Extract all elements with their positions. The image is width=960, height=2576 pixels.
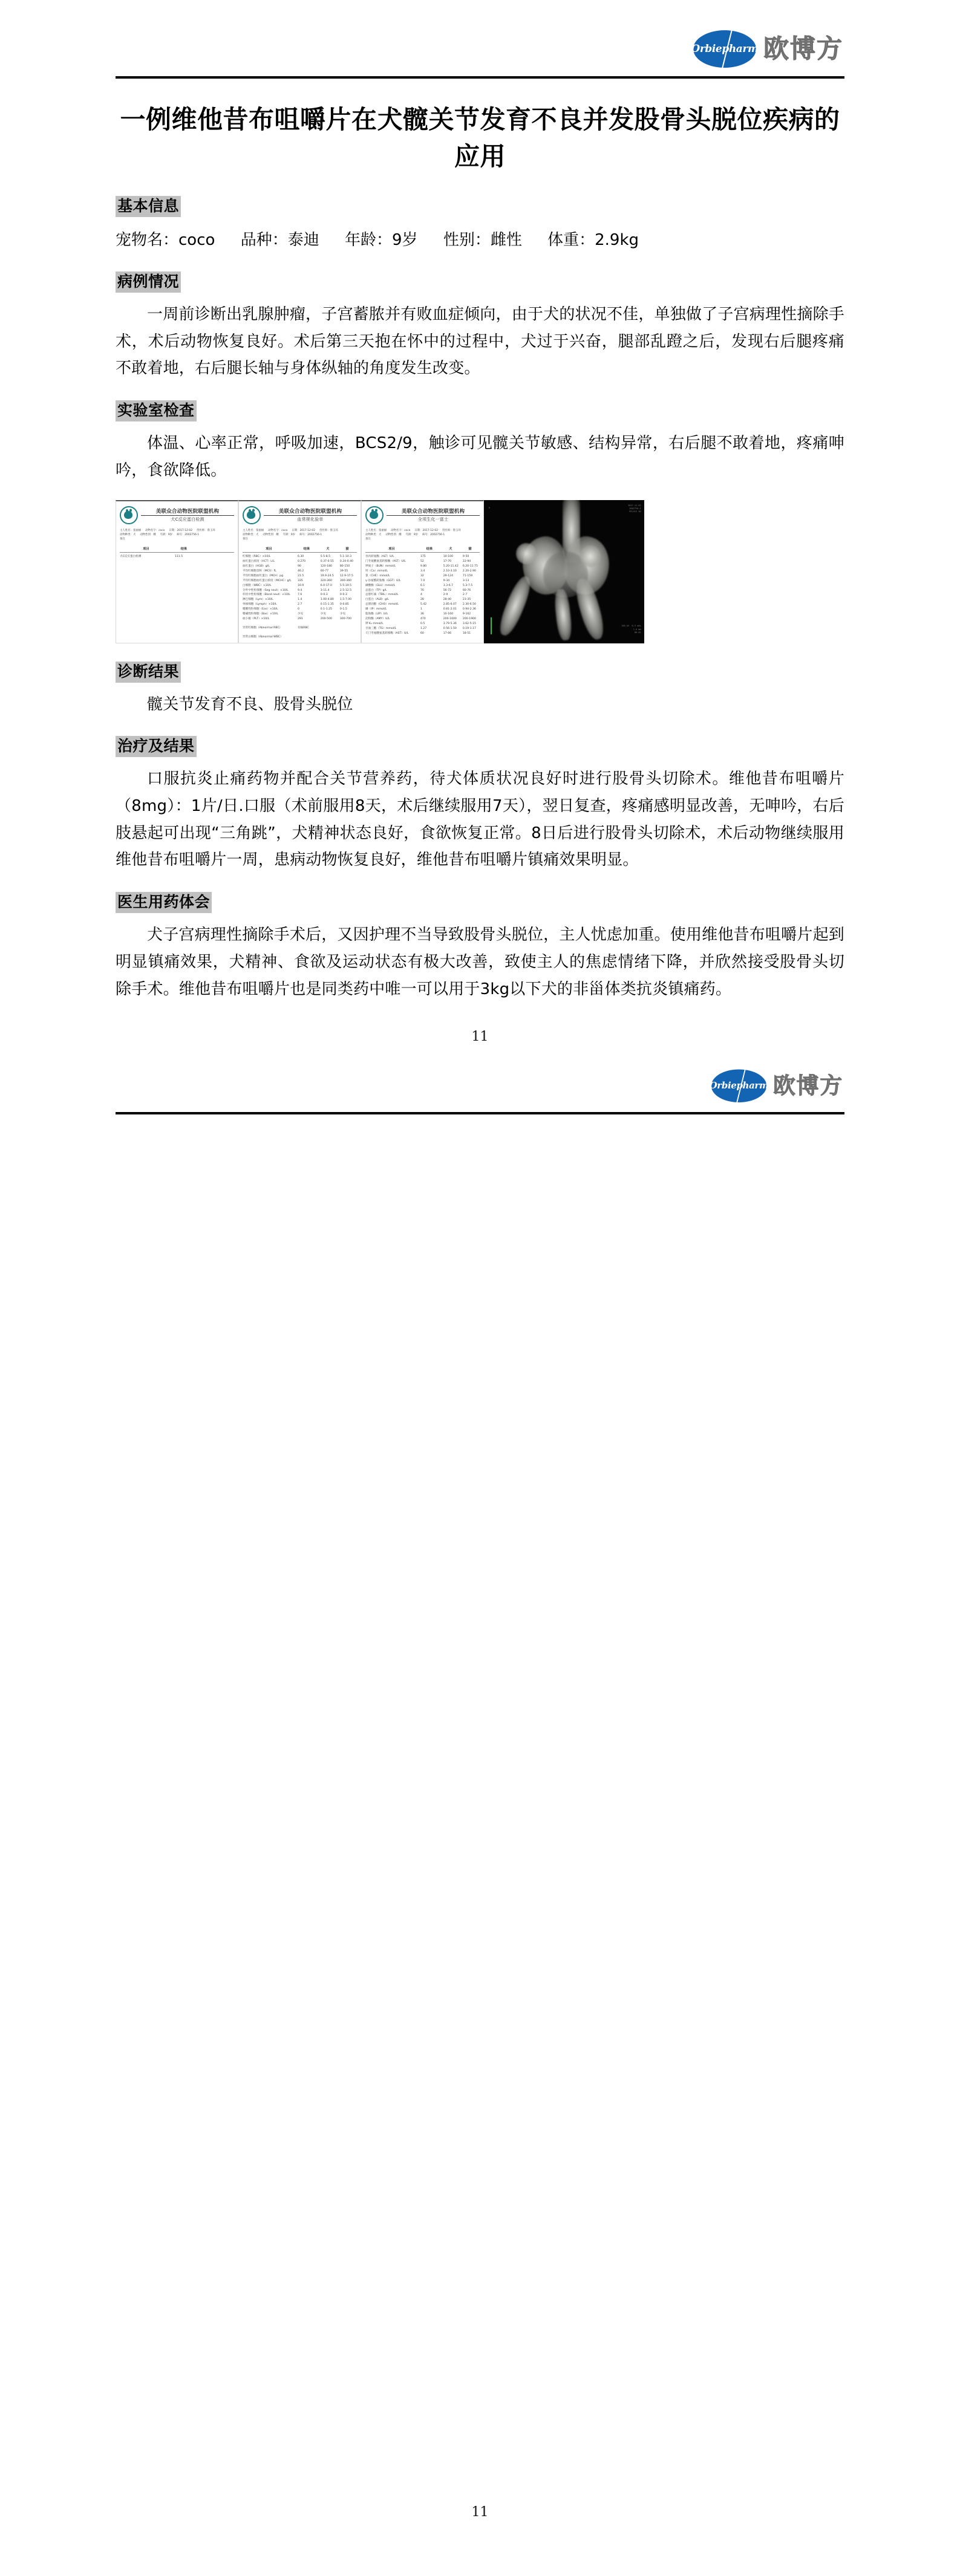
section-heading-treatment: 治疗及结果 — [116, 736, 197, 757]
section-doctor-notes — [116, 892, 844, 913]
paw-clinic-logo-icon — [243, 506, 261, 524]
lab-cell: 血小板（PLT）×10/L — [243, 617, 270, 620]
lab-cell — [295, 622, 321, 626]
xray-femur-right — [572, 576, 607, 642]
lab-report-image — [238, 500, 361, 643]
lab-report-header — [243, 506, 357, 524]
table-row — [243, 597, 357, 602]
lab-cell: 异常红细胞（Abnormal RBC） — [243, 626, 282, 629]
lab-cell: 白蛋白（ALB）g/L — [365, 598, 389, 602]
lab-cell: 嗜酸性粒细胞（Eos）×10/L — [243, 608, 278, 611]
lab-cell: 5.5-19.5 — [339, 584, 352, 587]
diagnosis-body: 髋关节发育不良、股骨头脱位 — [147, 695, 353, 714]
lab-cell: 脂肪酶（LIP）U/L — [365, 613, 388, 616]
lab-cell — [243, 622, 295, 626]
lab-cell: 120-180 — [320, 565, 332, 568]
xray-overlay-top-right: 2017-12-02 2002756-1 PELVIS VD — [628, 504, 641, 513]
lab-cell: 1 — [420, 608, 422, 611]
lab-cell: 1.5-7.00 — [339, 598, 352, 602]
lab-cell — [340, 635, 359, 640]
paw-clinic-logo-icon — [365, 506, 384, 524]
lab-cell: 9.80 — [420, 565, 427, 568]
lab-cell: 3.79-5.36 — [443, 622, 457, 625]
lab-cell: 红细胞（RBC）×10/L — [243, 555, 271, 559]
lab-col-cat — [215, 547, 234, 551]
lab-report-image-strip — [116, 500, 844, 643]
lab-cell: 18-51 — [462, 631, 471, 635]
lab-meta-cell: 病号：2002756-1 — [177, 533, 200, 536]
lab-cell: 0-0.3 — [320, 593, 328, 597]
lab-cell: 总胆红素（TBIL）mmol/L — [365, 593, 399, 597]
lab-cell: 血红蛋白浓度（HCT）L/L — [243, 560, 275, 564]
table-row — [365, 622, 480, 626]
lab-meta-cell: 备注 — [120, 538, 125, 541]
lab-cell: 0.24-0.40 — [339, 560, 353, 564]
lab-cell: 少见 — [320, 613, 326, 616]
table-row — [243, 584, 357, 588]
lab-cell: 白细胞（WBC）×10/L — [243, 584, 272, 587]
lab-cell: 1.00-4.80 — [320, 598, 334, 602]
xray-overlay-bottom-right: 100 kV 6.3 mAs 1.0 mm DR-01 — [621, 625, 641, 634]
lab-cell: 23-35 — [462, 598, 471, 602]
table-row — [243, 626, 357, 631]
lab-cell: 平均红细胞容积（MCV）fL — [243, 570, 276, 573]
lab-cell: 少见 — [339, 613, 346, 616]
lab-table-header — [120, 547, 234, 553]
lab-cell: 嗜碱性粒细胞（Bas）×10/L — [243, 613, 278, 616]
lab-cell: 5.1-10.3 — [339, 555, 352, 559]
lab-cell: 80-150 — [339, 565, 350, 568]
age-label: 年龄： — [344, 230, 392, 249]
lab-cell: 0.56-1.50 — [443, 626, 457, 630]
lab-cell: 29-124 — [443, 574, 454, 577]
lab-report-subtitle: 全项生化一富士 — [417, 517, 449, 522]
section-heading-lab-exam: 实验室检查 — [116, 400, 197, 421]
weight-value: 2.9kg — [595, 230, 639, 249]
lab-meta-cell: 病号：2002756-1 — [422, 533, 445, 536]
lab-meta-cell: 备注 — [243, 538, 248, 541]
table-row — [365, 593, 480, 597]
lab-cell: 90 — [297, 565, 301, 568]
lab-cell: 6.0-17.0 — [320, 584, 332, 587]
lab-cell: 28 — [420, 598, 424, 602]
lab-report-meta — [120, 529, 234, 542]
brand-logo-footer — [711, 1070, 843, 1103]
lab-cell: 200-500 — [320, 617, 332, 620]
lab-col-result: 结果 — [426, 547, 433, 551]
lab-cell: 320-360 — [320, 579, 332, 582]
lab-cell: 2-7 — [462, 593, 468, 597]
lab-cell — [321, 635, 340, 640]
lab-cell: 甘油三酯（TG）mmol/L — [365, 626, 397, 630]
lab-cell: 钾 K₂ mmol/L — [365, 622, 384, 625]
lab-cell — [295, 635, 321, 640]
lab-cell: 总蛋白（TP）g/L — [365, 588, 387, 592]
lab-cell: 犬C反应蛋白检测 — [120, 555, 142, 559]
xray-scale-marker-icon — [491, 617, 492, 634]
table-row — [243, 602, 357, 607]
table-row — [243, 564, 357, 569]
lab-cell: 门冬氨酸氨基转移酶（AST）U/L — [365, 560, 406, 564]
lab-cell: 16.9 — [297, 584, 304, 587]
section-lab-exam — [116, 400, 844, 421]
table-row — [243, 635, 357, 640]
lab-cell: 175 — [420, 555, 426, 559]
table-row — [365, 626, 480, 631]
xray-overlay-top-left: R — [488, 507, 491, 510]
lab-report-titleblock — [264, 506, 357, 523]
lab-cell: 300-360 — [339, 579, 352, 582]
lab-meta-cell: 日期：2017-12-02 — [169, 529, 192, 532]
lab-meta-cell: 动物名字：coco — [145, 529, 165, 532]
lab-cell: 111.5 — [174, 555, 183, 559]
lab-report-titleblock — [141, 506, 234, 523]
lab-meta-cell: 主人姓名：张丽丽 — [243, 529, 264, 532]
table-row — [365, 559, 480, 564]
section-heading-basic-info: 基本信息 — [116, 196, 181, 217]
treatment-body: 口服抗炎止痛药物并配合关节营养药，待犬体质状况良好时进行股骨头切除术。维他昔布咀嚼片（8mg）：1片/日.口服（术前服用8天，术后继续服用7天），翌日复查，疼痛感明显改善，无呻吟，右后肢悬起可出现“三角跳”，犬精神状态良好，食欲恢复正常。8日后进行股骨头切除术，术后动物继续服用维他昔布咀嚼片一周，患病动物恢复良好，维他昔布咀嚼片镇痛效果明显。 — [116, 770, 844, 870]
lab-col-cat: 猫 — [345, 547, 349, 551]
lab-meta-cell: 年龄：9岁 — [160, 533, 173, 536]
table-row — [365, 564, 480, 569]
lab-report-image — [361, 500, 484, 643]
lab-cell: 0-0.3 — [339, 593, 347, 597]
lab-cell: 0.15-1.35 — [320, 603, 334, 607]
basic-info-line — [116, 227, 844, 253]
lab-meta-cell: 备注 — [365, 538, 371, 541]
lab-cell: 5.42 — [420, 603, 427, 607]
lab-cell: 200-1900 — [462, 617, 476, 620]
lab-report-header — [365, 506, 480, 524]
bottom-page-number: 11 — [471, 2505, 489, 2520]
lab-cell: 血红蛋白（HGB）g/L — [243, 565, 270, 568]
orbiepharm-logo-icon — [711, 1070, 767, 1103]
paw-clinic-logo-icon — [120, 506, 138, 524]
table-row — [365, 602, 480, 607]
lab-cell: 52 — [420, 560, 424, 564]
table-row — [365, 569, 480, 574]
lab-cell: 氯（CHE）mmol/L — [365, 574, 390, 577]
section-heading-diagnosis: 诊断结果 — [116, 662, 181, 683]
xray-femoral-head-right — [580, 545, 601, 567]
section-heading-case-history: 病例情况 — [116, 272, 181, 293]
lab-meta-cell: 动物种类：犬 — [243, 533, 259, 536]
lab-cell: 3.62-5.15 — [462, 622, 476, 625]
case-history-body: 一周前诊断出乳腺肿瘤，子宫蓄脓并有败血症倾向，由于犬的状况不佳，单独做了子宫病理性摘除手术，术后动物恢复良好。术后第三天抱在怀中的过程中，犬过于兴奋，腿部乱蹬之后，发现右后腿疼痛不敢着地，右后腿长轴与身体纵轴的角度发生改变。 — [116, 305, 844, 378]
lab-table-header — [243, 547, 357, 553]
lab-cell: 3.4 — [420, 570, 425, 573]
lab-org-name: 美联众合动物医院联盟机构 — [264, 507, 357, 516]
lab-table-header — [365, 547, 480, 553]
lab-cell: 平均红细胞血红蛋白（MCH）pg — [243, 574, 283, 577]
lab-cell: 淋巴细胞（Lym）×10/L — [243, 598, 273, 602]
lab-cell: 291 — [297, 617, 303, 620]
lab-cell: 磷（IP）mmol/L — [365, 608, 387, 611]
lab-meta-cell: 动物名字：coco — [391, 529, 411, 532]
breed-label: 品种： — [240, 230, 288, 249]
lab-cell: 淀粉酶（AMY）U/L — [365, 617, 390, 620]
logo-wordmark: Orbiepharm — [691, 43, 759, 55]
lab-cell: 300-700 — [339, 617, 352, 620]
lab-cell: 0.19-1.17 — [462, 626, 476, 630]
table-row — [365, 588, 480, 593]
table-row — [243, 569, 357, 574]
lab-meta-cell: 兽医师：鲁玉环 — [442, 529, 461, 532]
lab-cell: 2.85-6.07 — [443, 603, 457, 607]
page-header — [116, 0, 844, 79]
lab-cell: 7.6 — [297, 593, 302, 597]
lab-meta-cell: 病号：2002756-1 — [299, 533, 322, 536]
lab-report-image — [116, 500, 238, 643]
lab-cell: 9-162 — [462, 613, 471, 616]
lab-meta-cell: 兽医师：鲁玉环 — [197, 529, 215, 532]
lab-cell: 470 — [420, 617, 426, 620]
lab-cell: 谷丙转氨酶（ALT）U/L — [365, 555, 394, 559]
lab-org-name: 美联众合动物医院联盟机构 — [141, 507, 234, 516]
table-row — [243, 588, 357, 593]
lab-report-subtitle: 血常规化验单 — [297, 517, 324, 522]
lab-meta-cell: 兽医师：鲁玉环 — [319, 529, 338, 532]
lab-col-cat: 猫 — [468, 547, 472, 551]
lab-cell: 钾离子（BUN）mmol/L — [365, 565, 396, 568]
lab-cell: 12.9-17.5 — [339, 574, 353, 577]
lab-col-dog: 犬 — [326, 547, 330, 551]
lab-cell: 60-77 — [320, 570, 329, 573]
lab-table-body — [365, 555, 480, 636]
sex-value: 雌性 — [490, 230, 522, 249]
lab-col-dog — [195, 547, 215, 551]
lab-meta-cell: 动物性别：雌 — [263, 533, 279, 536]
lab-report-meta — [243, 529, 357, 542]
lab-cell: 60 — [420, 631, 424, 635]
lab-meta-cell: 主人姓名：张丽丽 — [365, 529, 387, 532]
table-row — [243, 622, 357, 626]
table-row — [243, 555, 357, 559]
lab-meta-cell: 动物名字：coco — [268, 529, 288, 532]
age-value: 9岁 — [392, 230, 418, 249]
lab-cell: 2.5-12.5 — [339, 588, 352, 592]
lab-cell: 6.20-11.75 — [462, 565, 478, 568]
breed-value: 泰迪 — [287, 230, 319, 249]
lab-cell: 钙（Ca）mmol/L — [365, 570, 388, 573]
table-row — [243, 631, 357, 635]
lab-cell — [243, 631, 295, 635]
lab-report-subtitle: 犬C反应蛋白检测 — [171, 517, 204, 522]
lab-cell — [321, 626, 340, 631]
xray-radiograph-image — [484, 500, 644, 643]
lab-meta-cell: 年龄：9岁 — [405, 533, 419, 536]
pet-name-value: coco — [178, 230, 215, 249]
lab-cell: 9.4 — [297, 588, 302, 592]
table-row — [243, 579, 357, 584]
table-row — [243, 617, 357, 622]
lab-cell: 有核RBC — [297, 626, 309, 629]
table-row — [365, 607, 480, 612]
lab-report-header — [120, 506, 234, 524]
lab-cell: 9-50 — [462, 555, 469, 559]
section-diagnosis — [116, 662, 844, 683]
lab-meta-cell: 年龄：9岁 — [282, 533, 296, 536]
lab-meta-cell: 动物性别：雌 — [140, 533, 156, 536]
lab-cell: 46.2 — [297, 570, 304, 573]
table-row — [243, 559, 357, 564]
lab-cell: 2.20-2.90 — [462, 570, 476, 573]
lab-cell — [321, 622, 340, 626]
logo-chinese-name: 欧博方 — [772, 1073, 843, 1099]
lab-cell: 71-159 — [462, 574, 473, 577]
lab-org-name: 美联众合动物医院联盟机构 — [387, 507, 480, 516]
lab-cell — [340, 622, 359, 626]
lab-meta-cell: 动物性别：雌 — [385, 533, 402, 536]
lab-table-body — [120, 555, 234, 559]
section-case-history — [116, 272, 844, 293]
lab-cell — [340, 631, 359, 635]
lab-cell: 17-66 — [443, 631, 452, 635]
lab-cell: 10-100 — [443, 555, 454, 559]
lab-cell: 0 — [297, 608, 299, 611]
table-row — [243, 612, 357, 617]
lab-cell: 2.30-6.50 — [462, 603, 476, 607]
lab-meta-cell: 主人姓名：张丽丽 — [120, 529, 142, 532]
lab-cell — [198, 555, 217, 559]
lab-cell — [217, 555, 237, 559]
lab-meta-cell: 动物种类：犬 — [365, 533, 382, 536]
lab-cell — [321, 631, 340, 635]
lab-cell: 17-70 — [443, 560, 452, 564]
lab-cell: 少见 — [297, 613, 304, 616]
lab-cell: 9-34 — [443, 579, 450, 582]
section-basic-info — [116, 196, 844, 217]
lab-cell: 0.94-2.36 — [462, 608, 476, 611]
lab-cell: 56-72 — [443, 588, 452, 592]
lab-cell: 分叶中性粒细胞（Seg neut）×10/L — [243, 588, 289, 592]
lab-cell: 32 — [420, 574, 424, 577]
table-row — [243, 574, 357, 579]
lab-meta-cell: 动物种类：犬 — [120, 533, 136, 536]
lab-cell: 2.10-3.10 — [443, 570, 457, 573]
lab-cell: 36 — [420, 613, 424, 616]
logo-chinese-name: 欧博方 — [763, 34, 843, 63]
page-footer — [116, 1044, 844, 1114]
table-row — [365, 579, 480, 584]
lab-cell: γ-谷氨酰转肽酶（GGT）U/L — [365, 579, 401, 582]
lab-col-result: 结果 — [180, 547, 188, 551]
lab-cell: 2-9 — [443, 593, 448, 597]
lab-cell: 6.30 — [297, 555, 304, 559]
lab-cell: 21.5 — [297, 574, 304, 577]
lab-cell: 5.3-7.5 — [462, 584, 473, 587]
lab-cell: 1.4 — [297, 598, 302, 602]
table-row — [120, 555, 234, 559]
orbiepharm-logo-icon — [691, 30, 759, 68]
pet-name-label: 宠物名： — [116, 230, 179, 249]
lab-cell: 335 — [297, 579, 303, 582]
sex-label: 性别： — [443, 230, 491, 249]
table-row — [365, 612, 480, 617]
lab-cell: 76 — [420, 588, 424, 592]
section-heading-doctor-notes: 医生用药体会 — [116, 892, 212, 913]
document-page — [116, 0, 844, 1114]
table-row — [243, 607, 357, 612]
lab-cell: 7.0 — [420, 579, 425, 582]
lab-cell: 5.20-11.42 — [443, 565, 459, 568]
lab-cell: 1.27 — [420, 626, 427, 630]
lab-col-dog: 犬 — [449, 547, 452, 551]
lab-meta-cell: 日期：2017-12-02 — [414, 529, 438, 532]
lab-cell — [295, 631, 321, 635]
lab-cell: 平均红细胞血红蛋白浓度（MCHC）g/L — [243, 579, 292, 582]
lab-cell: 0.270 — [297, 560, 306, 564]
lab-exam-body: 体温、心率正常，呼吸加速，BCS2/9，触诊可见髋关节敏感、结构异常，右后腿不敢着地，疼痛呻吟，食欲降低。 — [116, 434, 844, 480]
table-row — [365, 574, 480, 579]
table-row — [365, 555, 480, 559]
lab-cell: 3-13 — [462, 579, 469, 582]
lab-cell: 0-1.5 — [339, 608, 347, 611]
lab-cell: 19.9-24.5 — [320, 574, 334, 577]
page-number: 11 — [471, 1029, 489, 1045]
xray-femur-left — [495, 573, 535, 639]
weight-label: 体重： — [547, 230, 595, 249]
lab-cell: 0.5 — [420, 622, 425, 625]
lab-cell: 10-160 — [443, 613, 454, 616]
lab-cell: 0.37-0.55 — [320, 560, 334, 564]
lab-cell: 杆状中性粒细胞（Band neut）×10/L — [243, 593, 290, 597]
lab-col-result: 结果 — [303, 547, 310, 551]
lab-cell: 200-1600 — [443, 617, 457, 620]
table-row — [365, 584, 480, 588]
brand-logo-header — [693, 30, 843, 68]
lab-cell: 总胆固醇（CHO）mmol/L — [365, 603, 399, 607]
lab-cell: 4 — [420, 593, 422, 597]
table-row — [365, 597, 480, 602]
lab-col-item: 项目 — [388, 547, 395, 551]
lab-cell: 2.7 — [297, 603, 302, 607]
lab-cell: 6.1 — [420, 584, 425, 587]
page-title: 一例维他昔布咀嚼片在犬髋关节发育不良并发股骨头脱位疾病的应用 — [120, 105, 840, 171]
logo-wordmark: Orbiepharm — [709, 1081, 769, 1091]
lab-cell: 天门冬氨酸氨基转移酶（AST）U/L — [365, 631, 409, 635]
lab-cell: 22-94 — [462, 560, 471, 564]
lab-cell: 0-0.85 — [339, 603, 349, 607]
lab-col-item: 项目 — [266, 547, 272, 551]
lab-cell: 28-40 — [443, 598, 452, 602]
table-row — [365, 631, 480, 636]
lab-cell: 60-76 — [462, 588, 471, 592]
lab-cell: 0.81-2.01 — [443, 608, 457, 611]
section-treatment — [116, 736, 844, 757]
lab-cell: 39-55 — [339, 570, 348, 573]
lab-cell: 5.5-8.5 — [320, 555, 331, 559]
doctor-notes-body: 犬子宫病理性摘除手术后，又因护理不当导致股骨头脱位，主人忧虑加重。使用维他昔布咀嚼片起到明显镇痛效果，犬精神、食欲及运动状态有极大改善，致使主人的焦虑情绪下降，并欣然接受股骨头切除手术。维他昔布咀嚼片也是同类药中唯一可以用于3kg以下犬的非甾体类抗炎镇痛药。 — [116, 926, 844, 998]
lab-report-meta — [365, 529, 480, 542]
lab-col-item: 项目 — [143, 547, 149, 551]
lab-table-body — [243, 555, 357, 639]
lab-cell: 单核细胞（Lymph）×10/L — [243, 603, 277, 607]
lab-cell: 3-11.4 — [320, 588, 330, 592]
lab-cell: 异常白细胞（Abnormal WBC） — [243, 635, 283, 639]
lab-cell — [340, 626, 359, 631]
lab-meta-cell: 日期：2017-12-02 — [292, 529, 315, 532]
lab-report-titleblock — [387, 506, 480, 523]
table-row — [243, 593, 357, 597]
lab-cell: 3.3-6.7 — [443, 584, 454, 587]
table-row — [365, 617, 480, 622]
lab-cell: 磷酸酶（GLU）mmol/L — [365, 584, 396, 587]
lab-cell: 0.1-1.25 — [320, 608, 332, 611]
